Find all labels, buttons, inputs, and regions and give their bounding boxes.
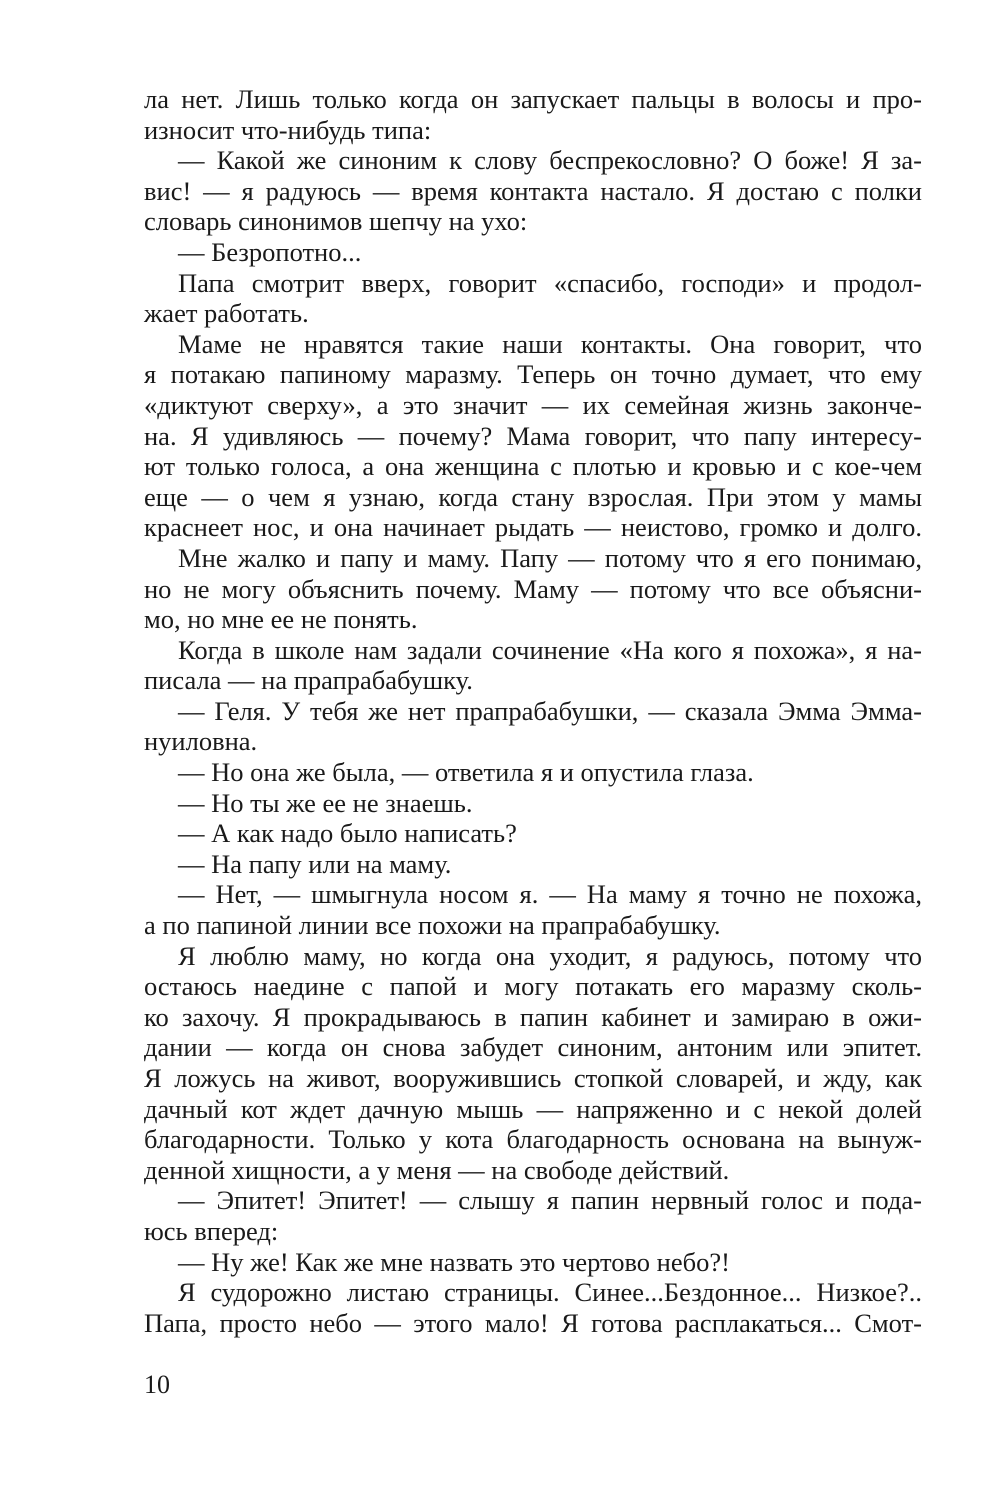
text-line: вис! — я радуюсь — время контакта настало. Я достаю с полки bbox=[144, 175, 922, 206]
text-line: «диктуют сверху», а это значит — их семейная жизнь закончe- bbox=[144, 389, 922, 420]
text-line: — Безропотно... bbox=[178, 236, 362, 267]
page-body bbox=[144, 84, 922, 1338]
text-line: остаюсь наедине с папой и могу потакать его маразму сколь- bbox=[144, 971, 922, 1002]
text-line: Когда в школе нам задали сочинение «На кого я похожа», я на- bbox=[178, 634, 922, 665]
text-line: ко захочу. Я прокрадываюсь в папин кабинет и замираю в ожи- bbox=[144, 1001, 922, 1032]
text-line: ла нет. Лишь только когда он запускает пальцы в волосы и про- bbox=[144, 84, 922, 114]
text-line: а по папиной линии все похожи на прапрабабушку. bbox=[144, 910, 721, 941]
text-line: жает работать. bbox=[144, 298, 309, 329]
text-line: — Ну же! Как же мне назвать это чертово небо?! bbox=[178, 1246, 730, 1277]
text-line: Я судорожно листаю страницы. Синее...Бездонное... Низкое?.. bbox=[178, 1277, 922, 1308]
text-line: — Нет, — шмыгнула носом я. — На маму я точно не похожа, bbox=[178, 879, 922, 910]
text-line: на. Я удивляюсь — почему? Мама говорит, что папу интересу- bbox=[144, 420, 922, 451]
text-line: — Эпитет! Эпитет! — слышу я папин нервный голос и пода- bbox=[178, 1185, 922, 1216]
text-line: Мне жалко и папу и маму. Папу — потому что я его понимаю, bbox=[178, 542, 922, 573]
text-line: Маме не нравятся такие наши контакты. Она говорит, что bbox=[178, 328, 922, 359]
text-line: но не могу объяснить почему. Маму — потому что все объясни- bbox=[144, 573, 922, 604]
text-line: — Но ты же ее не знаешь. bbox=[178, 787, 473, 818]
text-line: благодарности. Только у кота благодарность основана на вынуж- bbox=[144, 1124, 922, 1155]
text-line: Папа смотрит вверх, говорит «спасибо, господи» и продол- bbox=[178, 267, 922, 298]
page-number: 10 bbox=[144, 1370, 170, 1399]
text-line: — Геля. У тебя же нет прапрабабушки, — сказала Эмма Эмма- bbox=[178, 695, 922, 726]
text-line: износит что-нибудь типа: bbox=[144, 114, 432, 145]
text-line: Я люблю маму, но когда она уходит, я радуюсь, потому что bbox=[178, 940, 922, 971]
text-line: писала — на прапрабабушку. bbox=[144, 665, 473, 696]
text-line: я потакаю папиному маразму. Теперь он точно думает, что ему bbox=[144, 359, 922, 390]
text-line: — На папу или на маму. bbox=[178, 848, 452, 879]
text-line: дании — когда он снова забудет синоним, антоним или эпитет. bbox=[144, 1032, 922, 1063]
text-line: дачный кот ждет дачную мышь — напряженно и с некой долей bbox=[144, 1093, 922, 1124]
text-line: — Но она же была, — ответила я и опустила глаза. bbox=[178, 757, 754, 788]
text-line: словарь синонимов шепчу на ухо: bbox=[144, 206, 528, 237]
text-line: юсь вперед: bbox=[144, 1215, 279, 1246]
text-line: нуиловна. bbox=[144, 726, 258, 757]
text-line: — Какой же синоним к слову беспрекословно? О боже! Я за- bbox=[178, 145, 922, 176]
text-line: — А как надо было написать? bbox=[178, 818, 517, 849]
text-line: ют только голоса, а она женщина с плотью и кровью и с кое-чем bbox=[144, 451, 922, 482]
text-line: Я ложусь на живот, вооружившись стопкой словарей, и жду, как bbox=[144, 1063, 922, 1093]
text-line: краснеет нос, и она начинает рыдать — неистово, громко и долго. bbox=[144, 512, 922, 543]
text-line: денной хищности, а у меня — на свободе действий. bbox=[144, 1154, 730, 1185]
text-line: Папа, просто небо — этого мало! Я готова расплакаться... Смот- bbox=[144, 1307, 922, 1338]
text-line: мо, но мне ее не понять. bbox=[144, 604, 418, 635]
text-line: еще — о чем я узнаю, когда стану взрослая. При этом у мамы bbox=[144, 481, 922, 512]
